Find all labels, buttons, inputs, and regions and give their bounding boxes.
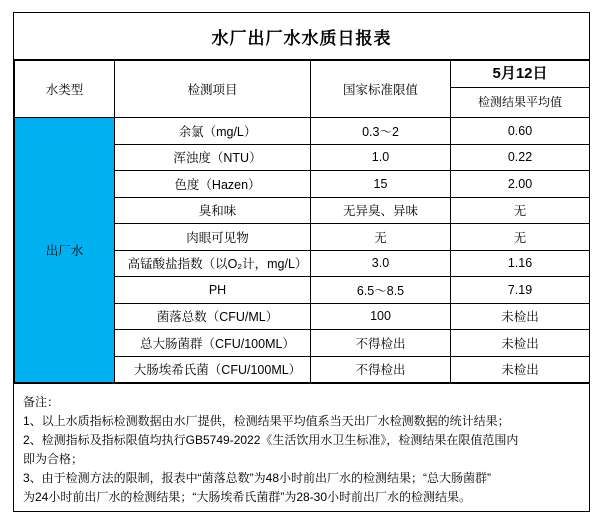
row-result: 2.00 [451,171,590,198]
header-date-result [451,61,590,118]
row-standard: 15 [311,171,451,198]
page-title: 水厂出厂水水质日报表 [211,28,392,48]
row-standard: 6.5～8.5 [311,277,451,304]
row-item: 总大肠菌群（CFU/100ML） [115,330,311,357]
row-result: 未检出 [451,330,590,357]
water-quality-table [14,60,590,383]
row-standard: 100 [311,303,451,330]
row-item: 浑浊度（NTU） [115,144,311,171]
header-national-standard: 国家标准限值 [311,61,451,118]
row-standard: 1.0 [311,144,451,171]
row-item: 大肠埃希氏菌（CFU/100ML） [115,356,311,383]
row-standard: 0.3～2 [311,118,451,145]
row-item: 臭和味 [115,197,311,224]
report-title-bar [14,13,589,60]
row-item: 高锰酸盐指数（以O₂计，mg/L） [115,250,311,277]
header-water-type: 水类型 [15,61,115,118]
notes-section [14,383,589,511]
table-header-row [15,61,590,118]
row-item: 色度（Hazen） [115,171,311,198]
row-result: 无 [451,197,590,224]
row-standard: 无异臭、异味 [311,197,451,224]
note-line-1: 1、以上水质指标检测数据由水厂提供，检测结果平均值系当天出厂水检测数据的统计结果； [23,414,510,428]
row-item: 菌落总数（CFU/ML） [115,303,311,330]
note-line-4: 3、由于检测方法的限制，报表中“菌落总数”为48小时前出厂水的检测结果；“总大肠菌群” [23,471,492,485]
row-result: 0.60 [451,118,590,145]
row-result: 无 [451,224,590,251]
note-line-2: 2、检测指标及指标限值均执行GB5749-2022《生活饮用水卫生标准》，检测结果在限值范围内 [23,433,519,447]
header-test-item: 检测项目 [115,61,311,118]
row-result: 0.22 [451,144,590,171]
row-standard: 不得检出 [311,330,451,357]
header-date: 5月12日 [451,61,589,88]
row-standard: 无 [311,224,451,251]
header-result-average: 检测结果平均值 [477,95,562,109]
row-item: PH [115,277,311,304]
row-result: 7.19 [451,277,590,304]
row-result: 未检出 [451,356,590,383]
row-item: 余氯（mg/L） [115,118,311,145]
row-result: 未检出 [451,303,590,330]
report-frame [13,12,590,512]
note-line-5: 为24小时前出厂水的检测结果；“大肠埃希氏菌群”为28-30小时前出厂水的检测结果。 [23,490,472,504]
table-row [15,118,590,145]
row-standard: 不得检出 [311,356,451,383]
row-result: 1.16 [451,250,590,277]
note-line-3: 即为合格； [23,452,84,466]
water-type-cell: 出厂水 [15,118,115,383]
row-item: 肉眼可见物 [115,224,311,251]
row-standard: 3.0 [311,250,451,277]
notes-heading: 备注： [23,395,60,409]
